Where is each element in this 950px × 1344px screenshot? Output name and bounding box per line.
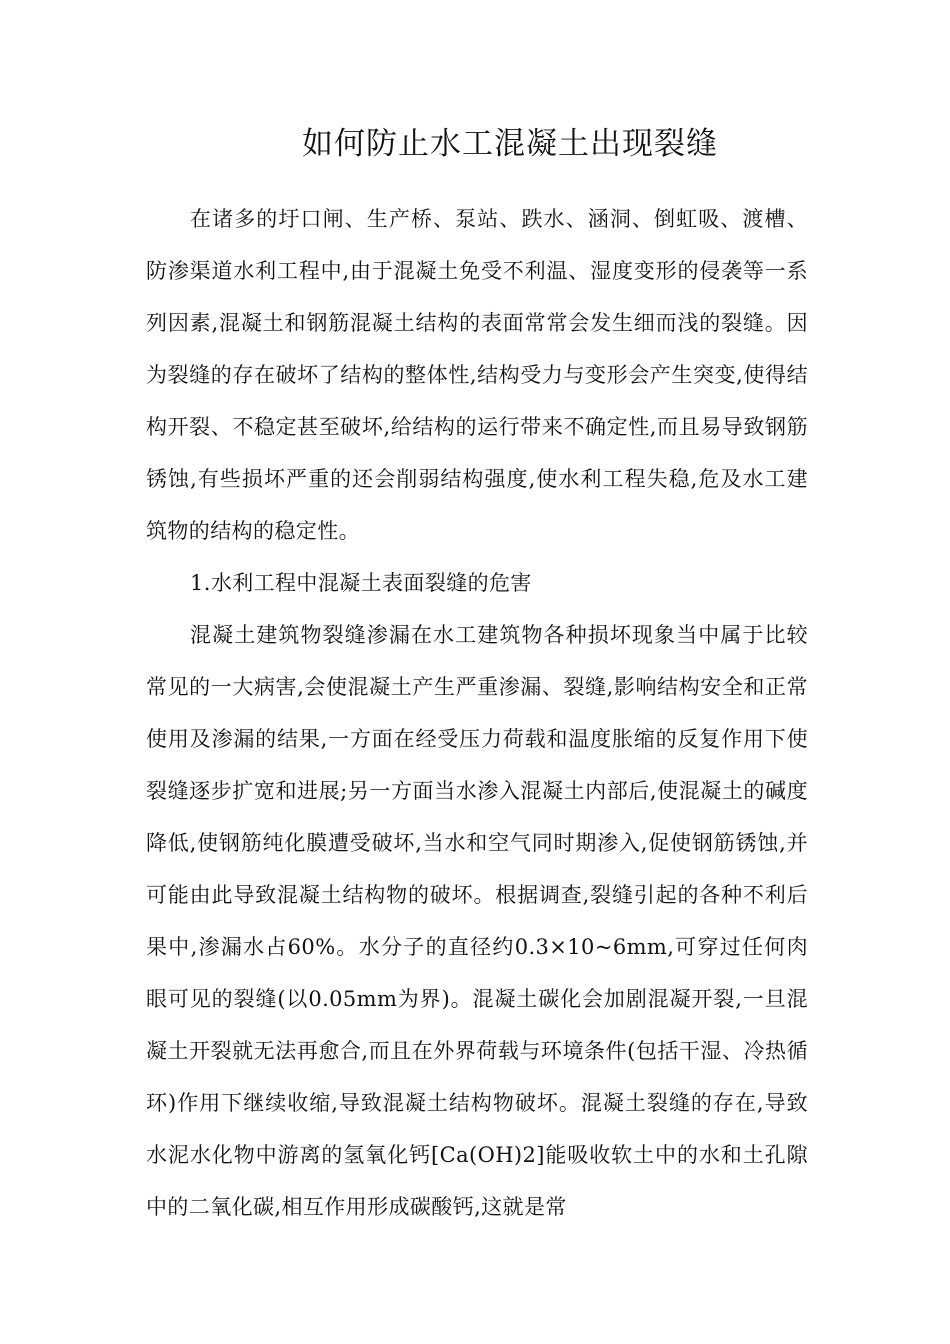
intro-paragraph: 在诸多的圩口闸、生产桥、泵站、跌水、涵洞、倒虹吸、渡槽、防渗渠道水利工程中,由于混凝土免受不利温、湿度变形的侵袭等一系列因素,混凝土和钢筋混凝土结构的表面常常会发生细而浅的裂缝。因为裂缝的存在破坏了结构的整体性,结构受力与变形会产生突变,使得结构开裂、不稳定甚至破坏,给结构的运行带来不确定性,而且易导致钢筋锈蚀,有些损坏严重的还会削弱结构强度,使水利工程失稳,危及水工建筑物的结构的稳定性。 xyxy=(146,207,808,543)
document-body xyxy=(146,193,808,1233)
body-paragraph: 混凝土建筑物裂缝渗漏在水工建筑物各种损坏现象当中属于比较常见的一大病害,会使混凝土产生严重渗漏、裂缝,影响结构安全和正常使用及渗漏的结果,一方面在经受压力荷载和温度胀缩的反复作用下使裂缝逐步扩宽和进展;另一方面当水渗入混凝土内部后,使混凝土的碱度降低,使钢筋纯化膜遭受破坏,当水和空气同时期渗入,促使钢筋锈蚀,并可能由此导致混凝土结构物的破坏。根据调查,裂缝引起的各种不利后果中,渗漏水占60%。水分子的直径约0.3×10~6mm,可穿过任何肉眼可见的裂缝(以0.05mm为界)。混凝土碳化会加剧混凝开裂,一旦混凝土开裂就无法再愈合,而且在外界荷载与环境条件(包括干湿、冷热循环)作用下继续收缩,导致混凝土结构物破坏。混凝土裂缝的存在,导致水泥水化物中游离的氢氧化钙[Ca(OH)2]能吸收软土中的水和土孔隙中的二氧化碳,相互作用形成碳酸钙,这就是常 xyxy=(146,623,808,1219)
section-heading: 1.水利工程中混凝土表面裂缝的危害 xyxy=(190,571,532,595)
page-title: 如何防止水工混凝土出现裂缝 xyxy=(302,126,718,162)
